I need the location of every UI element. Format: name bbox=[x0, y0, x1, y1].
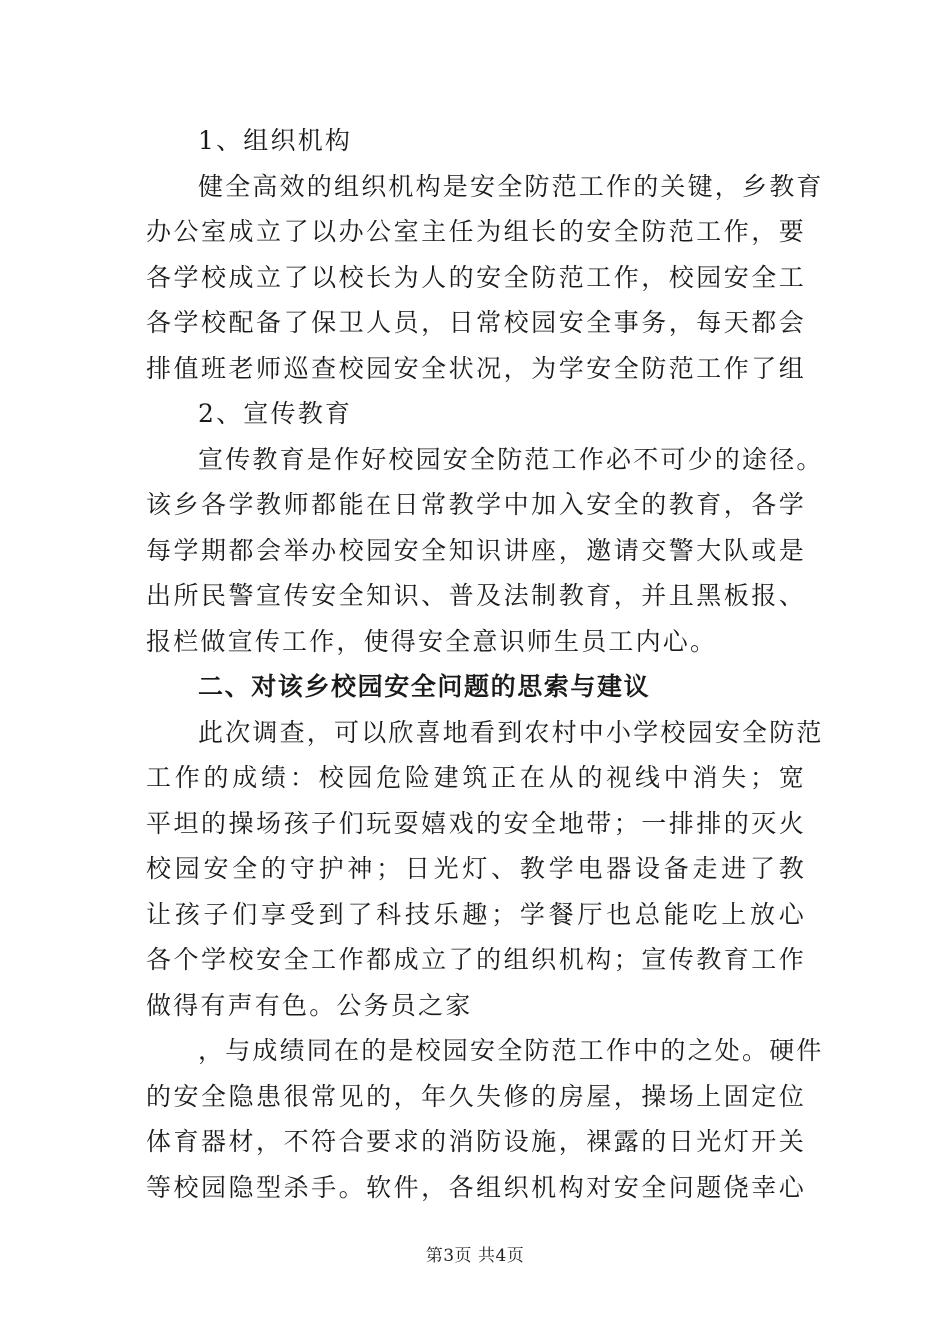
paragraph-line: 平坦的操场孩子们玩耍嬉戏的安全地带；一排排的灭火 bbox=[146, 808, 806, 838]
paragraph-line: 出所民警宣传安全知识、普及法制教育，并且黑板报、 bbox=[146, 581, 806, 610]
paragraph-line: 此次调查，可以欣喜地看到农村中小学校园安全防范 bbox=[198, 717, 824, 747]
paragraph-line: 每学期都会举办校园安全知识讲座，邀请交警大队或是 bbox=[146, 535, 806, 565]
paragraph-line: 工作的成绩：校园危险建筑正在从的视线中消失；宽 bbox=[146, 763, 806, 792]
paragraph-line: ，与成绩同在的是校园安全防范工作中的之处。硬件 bbox=[198, 1036, 824, 1065]
chapter-heading: 二、对该乡校园安全问题的思索与建议 bbox=[198, 672, 651, 701]
document-body bbox=[146, 118, 824, 1210]
section-heading-publicity: 2、宣传教育 bbox=[198, 399, 353, 428]
paragraph-line: 报栏做宣传工作，使得安全意识师生员工内心。 bbox=[146, 626, 718, 656]
paragraph-line: 各学校配备了保卫人员，日常校园安全事务，每天都会 bbox=[146, 308, 806, 337]
paragraph-line: 等校园隐型杀手。软件，各组织机构对安全问题侥幸心 bbox=[146, 1172, 806, 1202]
paragraph-line: 办公室成立了以办公室主任为组长的安全防范工作，要 bbox=[146, 217, 806, 246]
paragraph-line: 的安全隐患很常见的，年久失修的房屋，操场上固定位 bbox=[146, 1081, 806, 1111]
paragraph-line: 健全高效的组织机构是安全防范工作的关键，乡教育 bbox=[198, 171, 824, 201]
paragraph-line: 宣传教育是作好校园安全防范工作必不可少的途径。 bbox=[198, 444, 824, 474]
paragraph-line: 排值班老师巡查校园安全状况，为学安全防范工作了组 bbox=[146, 353, 806, 383]
paragraph-line: 让孩子们享受到了科技乐趣；学餐厅也总能吃上放心 bbox=[146, 899, 806, 929]
paragraph-line: 体育器材，不符合要求的消防设施，裸露的日光灯开关 bbox=[146, 1127, 806, 1156]
paragraph-line: 各个学校安全工作都成立了的组织机构；宣传教育工作 bbox=[146, 945, 806, 974]
section-heading-organization: 1、组织机构 bbox=[198, 126, 353, 155]
paragraph-line: 该乡各学教师都能在日常教学中加入安全的教育，各学 bbox=[146, 490, 806, 519]
paragraph-line: 各学校成立了以校长为人的安全防范工作，校园安全工 bbox=[146, 262, 806, 292]
paragraph-line: 做得有声有色。公务员之家 bbox=[146, 990, 473, 1020]
paragraph-line: 校园安全的守护神；日光灯、教学电器设备走进了教 bbox=[146, 854, 806, 883]
page-footer: 第3页 共4页 bbox=[425, 1246, 525, 1266]
